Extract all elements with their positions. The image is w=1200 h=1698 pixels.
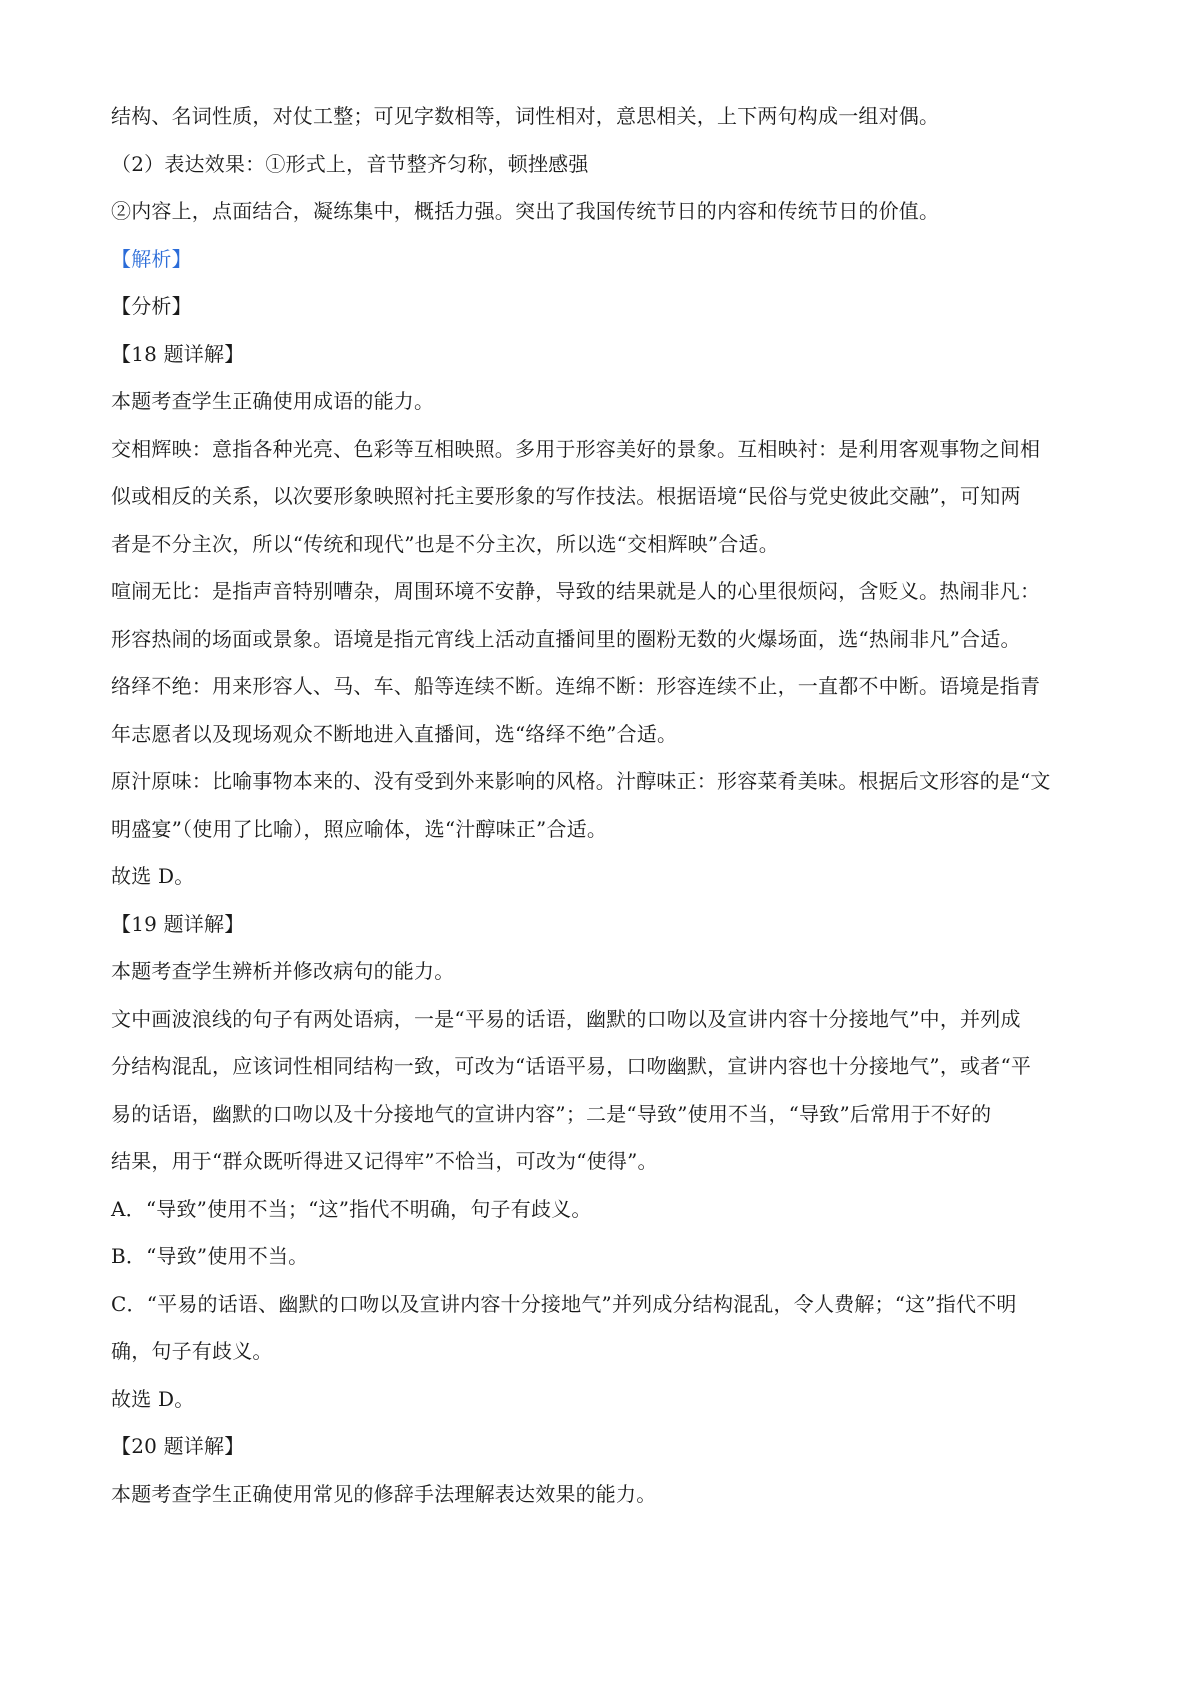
paragraph-line: 原汁原味：比喻事物本来的、没有受到外来影响的风格。汁醇味正：形容菜肴美味。根据后文形容的是“文 [111,769,1051,793]
paragraph-line: 交相辉映：意指各种光亮、色彩等互相映照。多用于形容美好的景象。互相映衬：是利用客观事物之间相 [111,436,1041,461]
answer-line: 故选 D。 [111,1386,195,1411]
paragraph-line: 似或相反的关系，以次要形象映照衬托主要形象的写作技法。根据语境“民俗与党史彼此交融”，可知两 [111,484,1021,508]
paragraph-line: 易的话语，幽默的口吻以及十分接地气的宣讲内容”；二是“导致”使用不当，“导致”后常用于不好的 [111,1101,992,1126]
paragraph-line: 喧闹无比：是指声音特别嘈杂，周围环境不安静，导致的结果就是人的心里很烦闷，含贬义。热闹非凡： [111,579,1041,603]
fenxi-label: 【分析】 [111,294,192,318]
q19-heading: 【19 题详解】 [111,911,245,936]
option-c-line: C．“平易的话语、幽默的口吻以及宣讲内容十分接地气”并列成分结构混乱，令人费解；“这”指代不明 [111,1291,1017,1316]
paragraph-line: 分结构混乱，应该词性相同结构一致，可改为“话语平易，口吻幽默，宣讲内容也十分接地气”，或者“平 [111,1054,1032,1078]
answer-line: 故选 D。 [111,864,195,888]
option-a-line: A．“导致”使用不当；“这”指代不明确，句子有歧义。 [111,1196,592,1221]
paragraph-line: ②内容上，点面结合，凝练集中，概括力强。突出了我国传统节日的内容和传统节日的价值。 [111,199,940,223]
paragraph-line: 本题考查学生正确使用成语的能力。 [111,389,435,413]
q18-heading: 【18 题详解】 [111,341,245,366]
paragraph-line: 本题考查学生辨析并修改病句的能力。 [111,959,455,983]
q20-heading: 【20 题详解】 [111,1434,245,1458]
paragraph-line: 络绎不绝：用来形容人、马、车、船等连续不断。连绵不断：形容连续不止，一直都不中断。语境是指青 [111,674,1041,698]
paragraph-line: 结果，用于“群众既听得进又记得牢”不恰当，可改为“使得”。 [111,1149,658,1173]
answer-explanation-body [111,93,1101,1518]
option-b-line: B．“导致”使用不当。 [111,1244,309,1268]
paragraph-line: 结构、名词性质，对仗工整；可见字数相等，词性相对，意思相关，上下两句构成一组对偶。 [111,104,940,128]
paragraph-line: （2）表达效果：①形式上，音节整齐匀称，顿挫感强 [111,151,589,176]
jiexi-label: 【解析】 [111,246,192,271]
paragraph-line: 文中画波浪线的句子有两处语病，一是“平易的话语，幽默的口吻以及宣讲内容十分接地气”中，并列成 [111,1006,1021,1031]
paragraph-line: 形容热闹的场面或景象。语境是指元宵线上活动直播间里的圈粉无数的火爆场面，选“热闹非凡”合适。 [111,626,1021,651]
paragraph-line: 本题考查学生正确使用常见的修辞手法理解表达效果的能力。 [111,1481,657,1506]
paragraph-line: 确，句子有歧义。 [111,1339,273,1363]
paragraph-line: 明盛宴”（使用了比喻），照应喻体，选“汁醇味正”合适。 [111,816,608,841]
paragraph-line: 年志愿者以及现场观众不断地进入直播间，选“络绎不绝”合适。 [111,721,678,746]
paragraph-line: 者是不分主次，所以“传统和现代”也是不分主次，所以选“交相辉映”合适。 [111,531,779,556]
